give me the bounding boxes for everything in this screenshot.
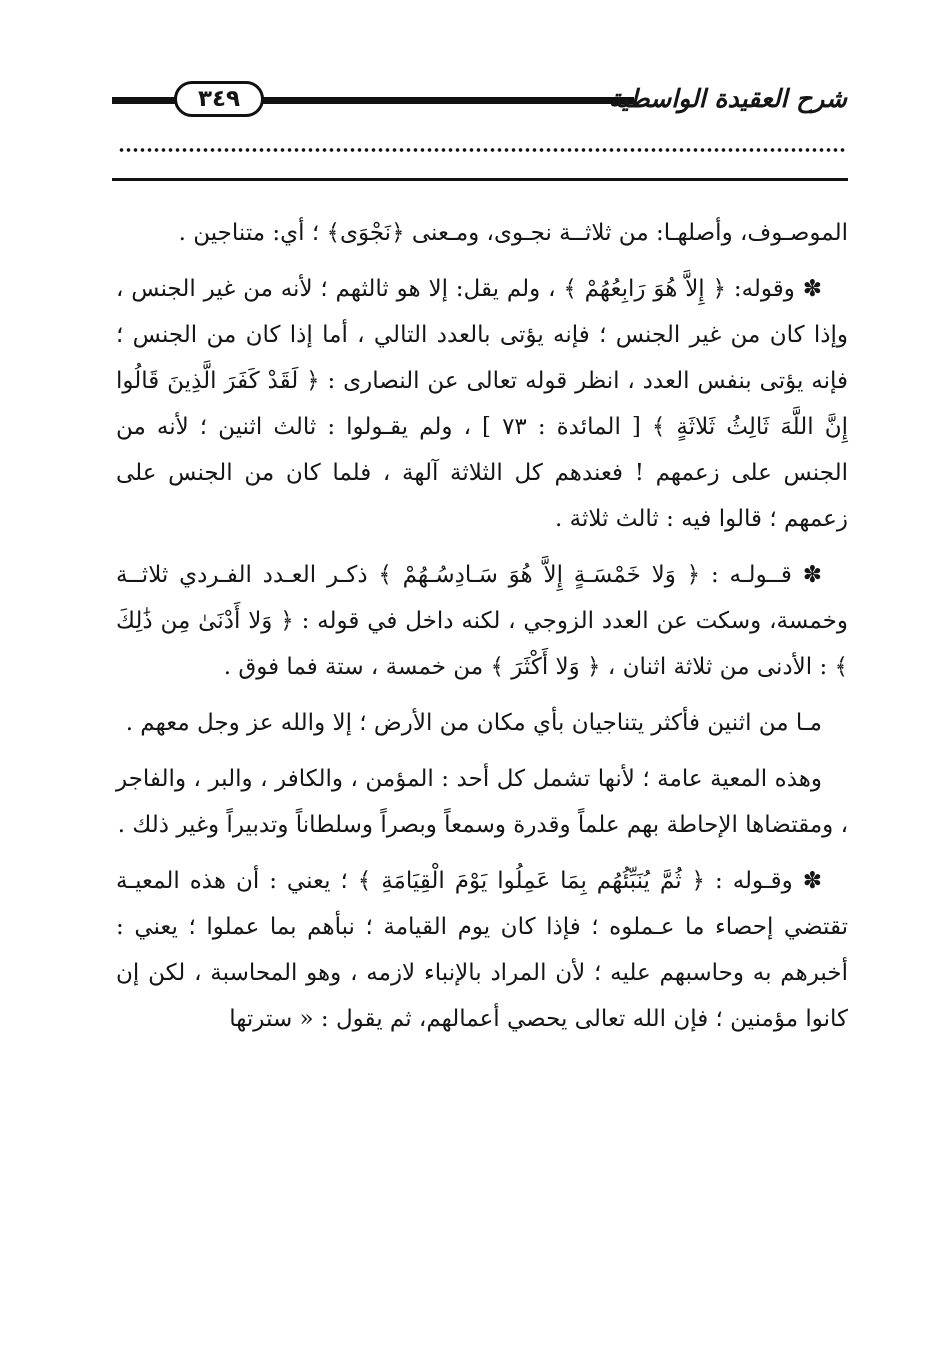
- paragraph: ✽ قــولـه : ﴿ وَلا خَمْسَـةٍ إِلاَّ هُوَ سَـادِسُـهُمْ ﴾ ذكـر العـدد الفـردي ثلاثــة وخمسة، وسكت عن العدد الزوجي ، لكنه داخل في قوله : ﴿ وَلا أَدْنَىٰ مِن ذَٰلِكَ ﴾ : الأدنى من ثلاثة اثنان ، ﴿ وَلا أَكْثَرَ ﴾ من خمسة ، ستة فما فوق .: [116, 562, 848, 680]
- page-body: [116, 210, 848, 1052]
- header-underline: [112, 178, 848, 181]
- paragraph: مـا من اثنين فأكثر يتناجيان بأي مكان من الأرض ؛ إلا والله عز وجل معهم .: [125, 710, 822, 736]
- paragraph: ✽ وقوله: ﴿ إِلاَّ هُوَ رَابِعُهُمْ ﴾ ، ولم يقل: إلا هو ثالثهم ؛ لأنه من غير الجنس ، وإذا كان من غير الجنس ؛ فإنه يؤتى بالعدد التالي ، أما إذا كان من الجنس ؛ فإنه يؤتى بنفس العدد ، انظر قوله تعالى عن النصارى : ﴿ لَقَدْ كَفَرَ الَّذِينَ قَالُوا إِنَّ اللَّهَ ثَالِثُ ثَلاثَةٍ ﴾ [ المائدة : ٧٣ ] ، ولم يقـولوا : ثالث اثنين ؛ لأنه من الجنس على زعمهم ! فعندهم كل الثلاثة آلهة ، فلما كان من الجنس على زعمهم ؛ قالوا فيه : ثالث ثلاثة .: [116, 276, 848, 532]
- dotted-separator: [118, 143, 846, 157]
- page-number: ٣٤٩: [174, 81, 264, 117]
- paragraph: ✽ وقـوله : ﴿ ثُمَّ يُنَبِّئُهُم بِمَا عَمِلُوا يَوْمَ الْقِيَامَةِ ﴾ ؛ يعني : أن هذه المعيـة تقتضي إحصاء ما عـملوه ؛ فإذا كان يوم القيامة ؛ نبأهم بما عملوا ؛ يعني : أخبرهم به وحاسبهم عليه ؛ لأن المراد بالإنباء لازمه ، وهو المحاسبة ، لكن إن كانوا مؤمنين ؛ فإن الله تعالى يحصي أعمالهم، ثم يقول : « سترتها: [116, 868, 848, 1032]
- paragraph: الموصـوف، وأصلهـا: من ثلاثــة نجـوى، ومـعنى ﴿نَجْوَى﴾ ؛ أي: متناجين .: [178, 220, 848, 246]
- book-title: شرح العقيدة الواسطية: [608, 84, 847, 113]
- running-header: [112, 78, 847, 128]
- paragraph: وهذه المعية عامة ؛ لأنها تشمل كل أحد : المؤمن ، والكافر ، والبر ، والفاجر ، ومقتضاها الإحاطة بهم علماً وقدرة وسمعاً وبصراً وسلطاناً وتدبيراً وغير ذلك .: [116, 766, 848, 838]
- header-rule-right: [256, 97, 634, 104]
